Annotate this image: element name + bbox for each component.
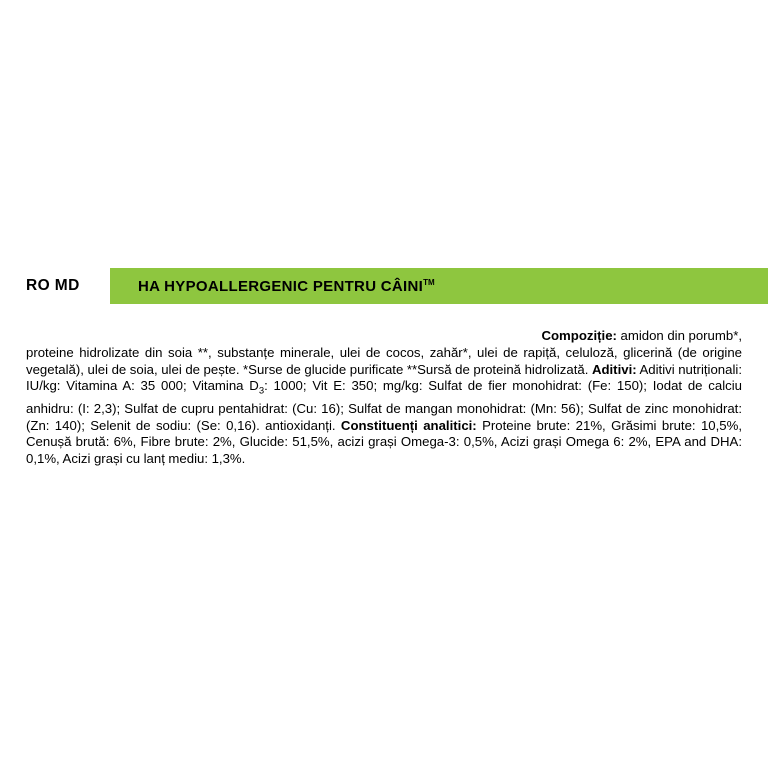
language-code: RO MD xyxy=(26,277,80,294)
additives-text-1: Aditivi nutriționali: IU/kg: Vitamina A: 35 000; Vitamina D xyxy=(26,361,742,394)
analytical-label: Constituenți analitici: xyxy=(340,417,477,433)
analytical-text: Proteine brute: 21%, Grăsimi brute: 10,5%, Cenușă brută: 6%, Fibre brute: 2%, Glucide: 51,5%, acizi grași Omega-3: 0,5%, Acizi grași Omega 6: 2%, EPA and DHA: 0,1%, Acizi grași cu lanț mediu: 1,3%. xyxy=(26,417,743,467)
product-title-text: HA HYPOALLERGENIC PENTRU CÂINI xyxy=(138,277,424,295)
additives-text-2: : 1000; Vit E: 350; mg/kg: Sulfat de fier monohidrat: (Fe: 150); Iodat de calciu anhidru: (I: 2,3); Sulfat de cupru pentahidrat: (Cu: 16); Sulfat de mangan monohidrat: (Mn: 56); Sulfat de zinc monohidrat: (Zn: 140); Selenit de sodiu: (Se: 0,16). antioxidanți. xyxy=(26,378,743,433)
product-title-band xyxy=(110,268,768,304)
additives-label: Aditivi: xyxy=(591,361,637,377)
vitamin-d-subscript: 3 xyxy=(258,386,265,398)
composition-lead-text: amidon din porumb*, xyxy=(616,328,742,343)
trademark-symbol: TM xyxy=(423,277,435,287)
composition-lead-line xyxy=(26,328,742,345)
composition-label: Compoziție: xyxy=(541,328,617,343)
product-title xyxy=(138,278,435,295)
composition-text: proteine hidrolizate din soia **, substanțe minerale, ulei de cocos, zahăr*, ulei de rapiță, celuloză, glicerină (de origine vegetală), ulei de soia, ulei de pește. *Surse de glucide purificate **Sursă de proteină hidrolizată. xyxy=(26,344,742,377)
composition-paragraph xyxy=(26,328,742,468)
header-row xyxy=(0,268,768,304)
